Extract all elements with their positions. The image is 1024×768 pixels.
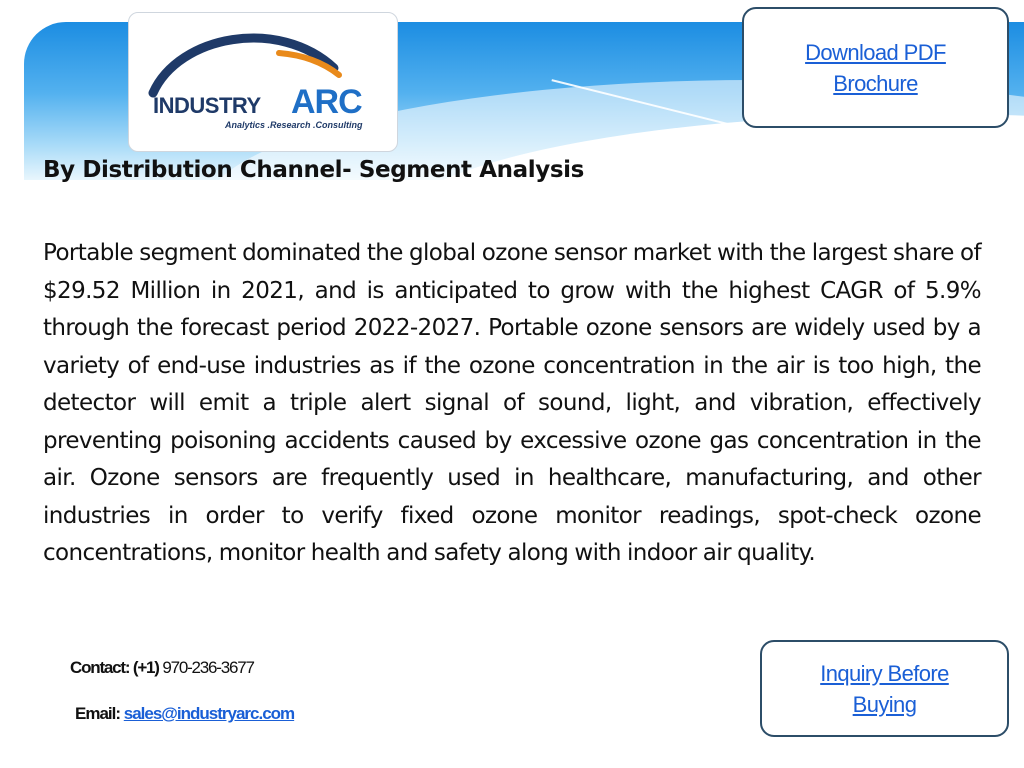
download-pdf-brochure-label: Download PDF Brochure [805, 39, 946, 96]
inquiry-before-buying-label: Inquiry Before Buying [820, 660, 949, 717]
email-line [75, 704, 294, 724]
logo-brand-right: ARC [291, 83, 362, 121]
email-link[interactable]: sales@industryarc.com [123, 704, 295, 723]
logo-brand-left: INDUSTRY [153, 93, 261, 118]
download-pdf-brochure-button[interactable] [742, 7, 1009, 128]
contact-number: 970-236-3677 [162, 658, 254, 677]
email-label: Email: [75, 704, 121, 723]
industryarc-logo[interactable] [128, 12, 398, 152]
logo-graphic [129, 13, 397, 151]
page-title: By Distribution Channel- Segment Analysis [43, 157, 584, 183]
inquiry-before-buying-button[interactable] [760, 640, 1009, 737]
logo-tagline: Analytics .Research .Consulting [225, 120, 363, 130]
contact-label: Contact: (+1) [70, 658, 159, 677]
contact-line [70, 658, 254, 678]
segment-analysis-paragraph: Portable segment dominated the global ozone sensor market with the largest share of $29.52 Million in 2021, and is anticipated to grow with the highest CAGR of 5.9% through the forecast period 2022-2027. Portable ozone sensors are widely used by a variety of end-use industries as if the ozone concentration in the air is too high, the detector will emit a triple alert signal of sound, light, and vibration, effectively preventing poisoning accidents caused by excessive ozone gas concentration in the air. Ozone sensors are frequently used in healthcare, manufacturing, and other industries in order to verify fixed ozone monitor readings, spot-check ozone concentrations, monitor health and safety along with indoor air quality. [43, 240, 981, 566]
